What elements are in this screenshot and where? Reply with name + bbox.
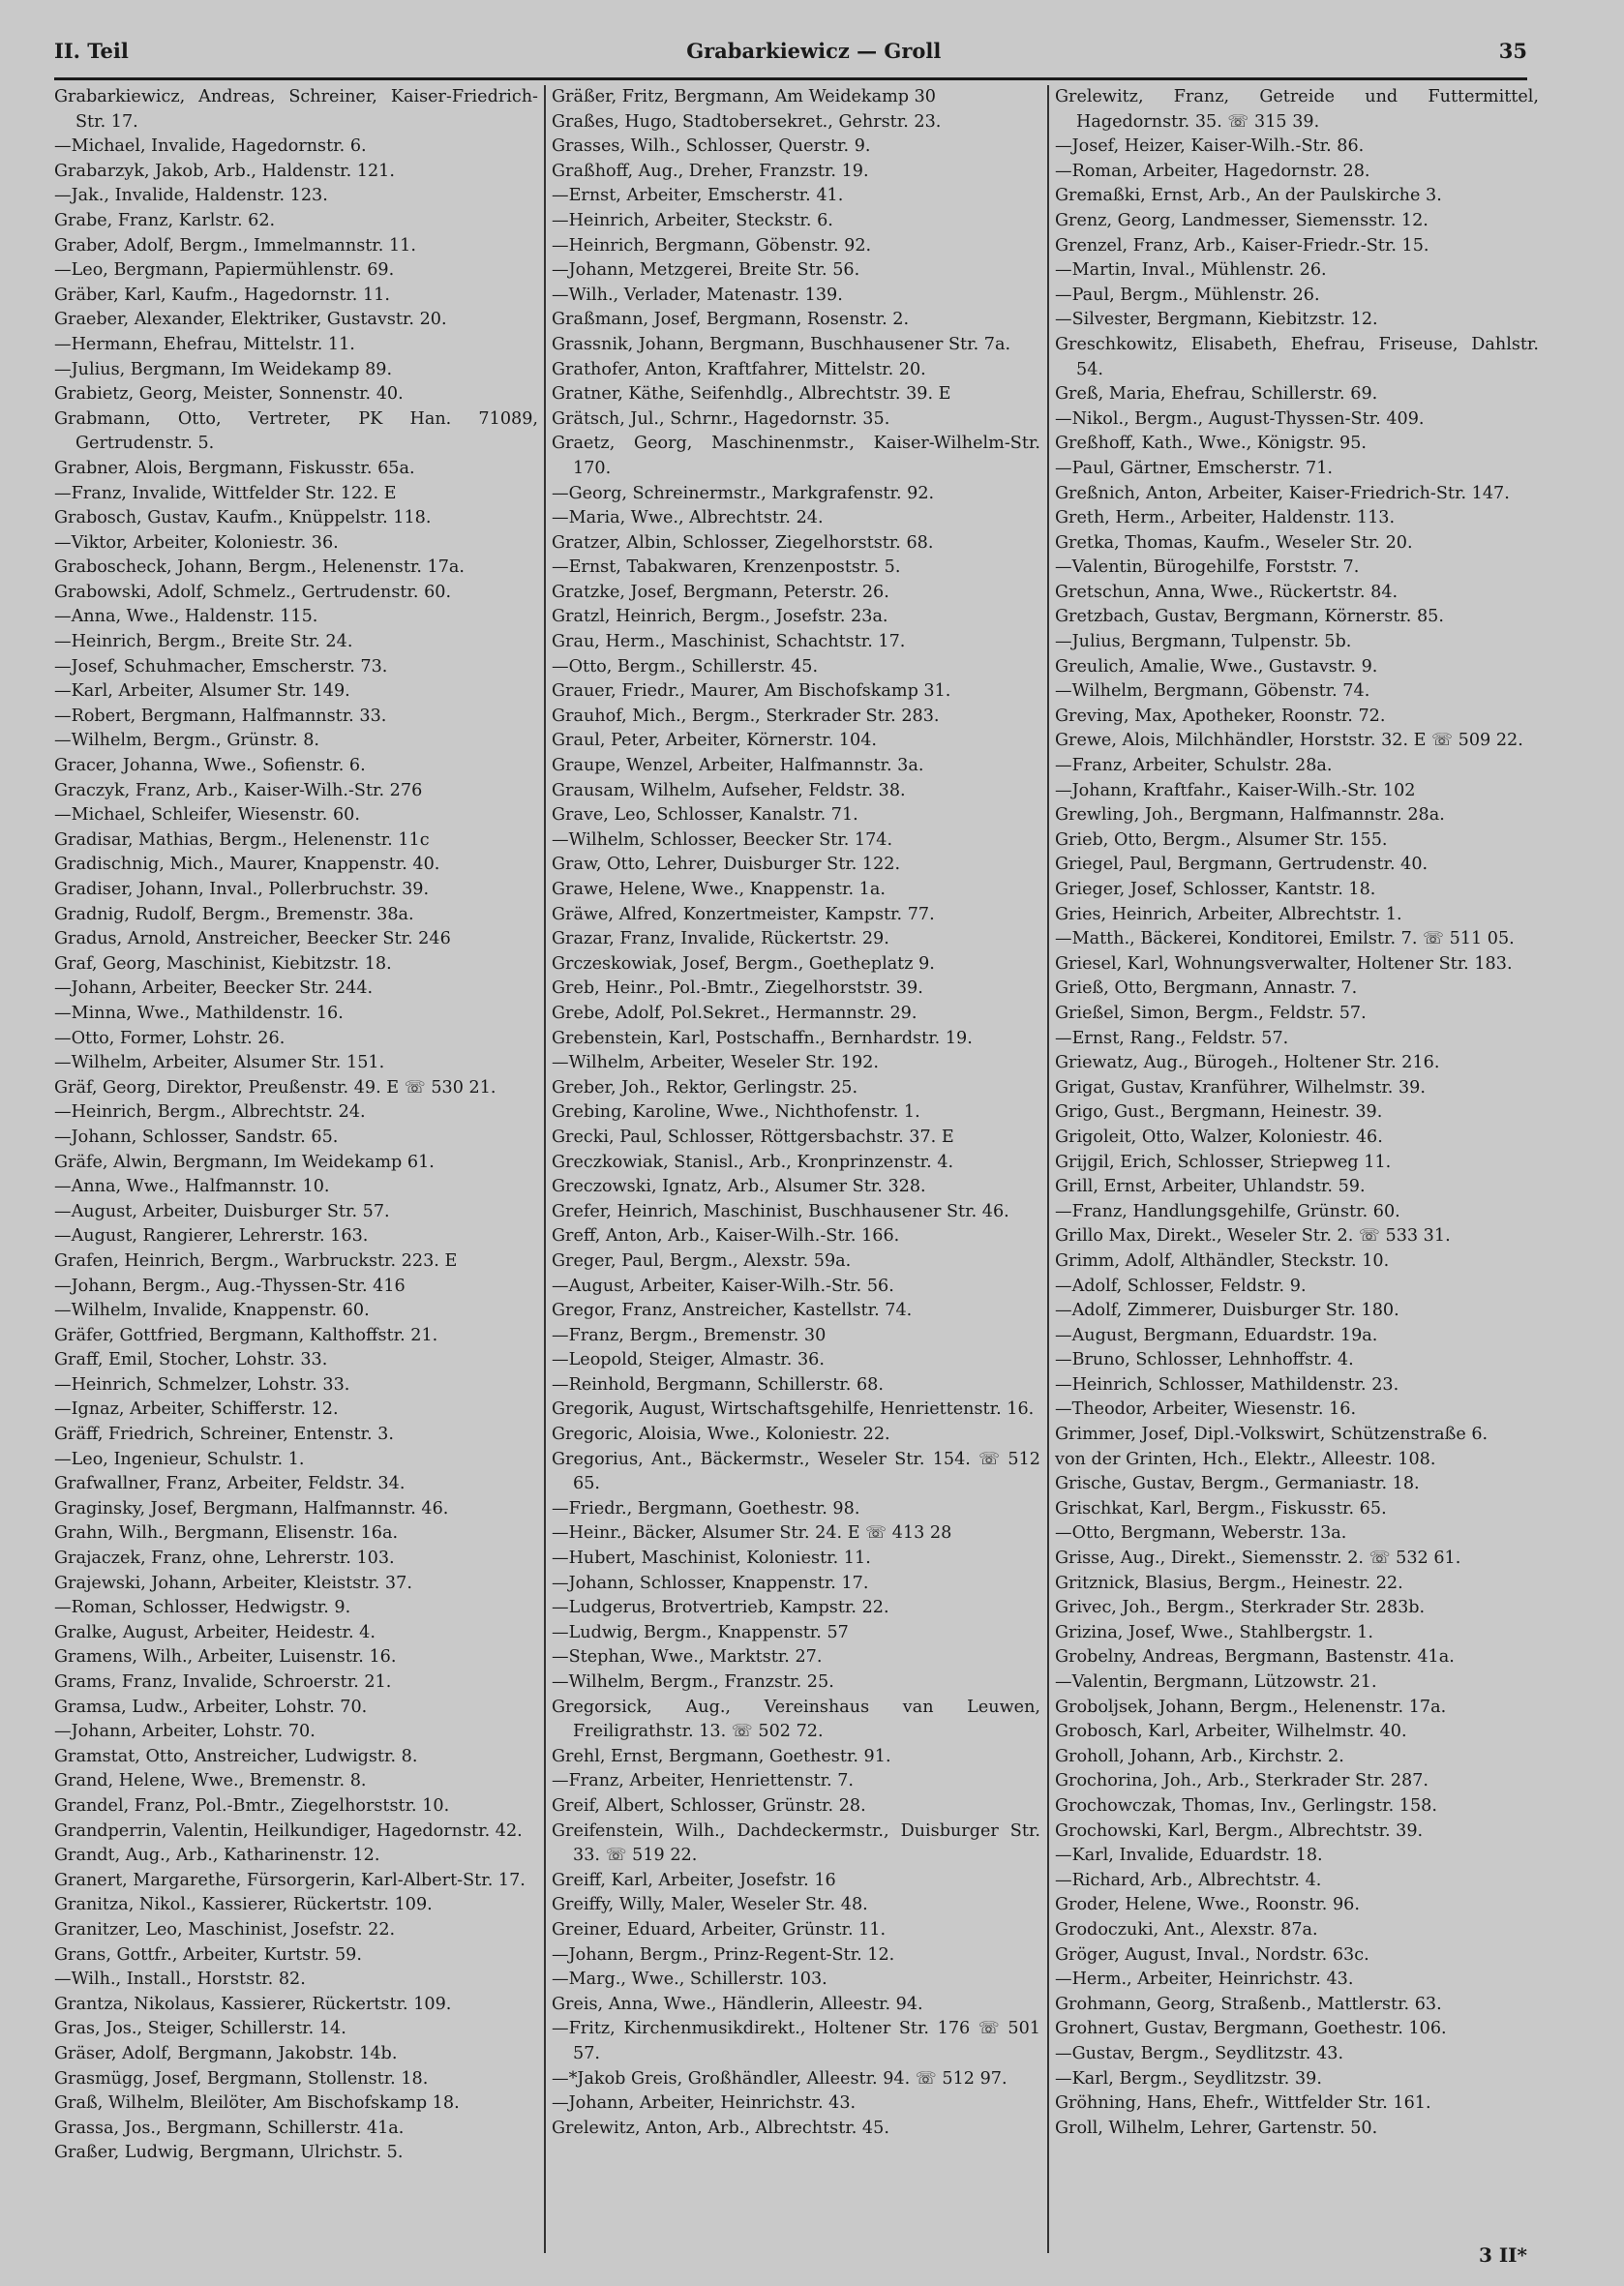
directory-entry: Gräwe, Alfred, Konzertmeister, Kampstr. 77.: [552, 904, 935, 924]
directory-entry: Grafen, Heinrich, Bergm., Warbruckstr. 223. E: [54, 1250, 458, 1271]
directory-entry: Grenzel, Franz, Arb., Kaiser-Friedr.-Str. 15.: [1055, 235, 1429, 256]
directory-entry: —Jak., Invalide, Haldenstr. 123.: [54, 186, 328, 206]
directory-entry: Greis, Anna, Wwe., Händlerin, Alleestr. 94.: [552, 1994, 923, 2014]
directory-entry: —Reinhold, Bergmann, Schillerstr. 68.: [552, 1374, 884, 1395]
directory-entry: —Fritz, Kirchenmusikdirekt., Holtener Str. 176 ☏ 501 57.: [552, 2019, 1040, 2063]
directory-entry: —Karl, Bergm., Seydlitzstr. 39.: [1055, 2068, 1322, 2089]
directory-entry: Gregorik, August, Wirtschaftsgehilfe, Henriettenstr. 16.: [552, 1399, 1035, 1420]
directory-entry: Grießel, Simon, Bergm., Feldstr. 57.: [1055, 1003, 1367, 1023]
directory-entry: —Johann, Bergm., Prinz-Regent-Str. 12.: [552, 1944, 895, 1965]
directory-entry: Griesel, Karl, Wohnungsverwalter, Holtener Str. 183.: [1055, 953, 1513, 974]
directory-entry: Grave, Leo, Schlosser, Kanalstr. 71.: [552, 805, 858, 826]
directory-entry: Greifenstein, Wilh., Dachdeckermstr., Duisburger Str. 33. ☏ 519 22.: [552, 1820, 1040, 1866]
directory-entry: —Johann, Kraftfahr., Kaiser-Wilh.-Str. 102: [1055, 780, 1416, 800]
directory-entry: Gratner, Käthe, Seifenhdlg., Albrechtstr. 39. E: [552, 384, 951, 405]
directory-entry: Gräser, Adolf, Bergmann, Jakobstr. 14b.: [54, 2043, 398, 2063]
directory-entry: —Josef, Heizer, Kaiser-Wilh.-Str. 86.: [1055, 136, 1365, 157]
directory-entry: —Friedr., Bergmann, Goethestr. 98.: [552, 1498, 860, 1519]
directory-entry: Grams, Franz, Invalide, Schroerstr. 21.: [54, 1672, 392, 1692]
directory-entry: Grandperrin, Valentin, Heilkundiger, Hagedornstr. 42.: [54, 1820, 523, 1841]
directory-entry: Gräfe, Alwin, Bergmann, Im Weidekamp 61.: [54, 1152, 435, 1172]
directory-entry: Gradisar, Mathias, Bergm., Helenenstr. 11c: [54, 829, 430, 850]
directory-entry: —Karl, Invalide, Eduardstr. 18.: [1055, 1846, 1323, 1866]
directory-entry: —Adolf, Schlosser, Feldstr. 9.: [1055, 1276, 1307, 1296]
directory-entry: Grobelny, Andreas, Bergmann, Bastenstr. 41a.: [1055, 1647, 1455, 1668]
directory-entry: Grajewski, Johann, Arbeiter, Kleiststr. 37.: [54, 1573, 412, 1593]
directory-entry: —Paul, Bergm., Mühlenstr. 26.: [1055, 285, 1320, 305]
directory-entry: Granitzer, Leo, Maschinist, Josefstr. 22.: [54, 1919, 396, 1940]
directory-entry: —Johann, Schlosser, Knappenstr. 17.: [552, 1573, 869, 1593]
directory-entry: —Wilh., Verlader, Matenastr. 139.: [552, 285, 843, 305]
directory-entry: Griewatz, Aug., Bürogeh., Holtener Str. 216.: [1055, 1053, 1440, 1073]
directory-entry: Grefer, Heinrich, Maschinist, Buschhausener Str. 46.: [552, 1201, 1009, 1221]
directory-entry: —Valentin, Bürogehilfe, Forststr. 7.: [1055, 557, 1360, 578]
directory-entry: Graul, Peter, Arbeiter, Körnerstr. 104.: [552, 731, 878, 751]
header-name-range: Grabarkiewicz — Groll: [686, 39, 942, 63]
directory-entry: —Franz, Arbeiter, Henriettenstr. 7.: [552, 1771, 855, 1791]
directory-entry: —Anna, Wwe., Halfmannstr. 10.: [54, 1177, 330, 1197]
directory-entry: —Josef, Schuhmacher, Emscherstr. 73.: [54, 656, 388, 677]
directory-entry: Grazar, Franz, Invalide, Rückertstr. 29.: [552, 929, 889, 949]
directory-entry: Grivec, Joh., Bergm., Sterkrader Str. 283b.: [1055, 1598, 1426, 1618]
directory-entry: —Julius, Bergmann, Tulpenstr. 5b.: [1055, 632, 1352, 652]
directory-entry: Groder, Helene, Wwe., Roonstr. 96.: [1055, 1895, 1360, 1915]
directory-entry: —Heinrich, Bergm., Albrechtstr. 24.: [54, 1102, 366, 1123]
directory-entry: Grenz, Georg, Landmesser, Siemensstr. 12.: [1055, 210, 1429, 230]
directory-entry: Graginsky, Josef, Bergmann, Halfmannstr. 46.: [54, 1498, 449, 1519]
directory-entry: —Franz, Invalide, Wittfelder Str. 122. E: [54, 483, 397, 503]
directory-entry: Grodoczuki, Ant., Alexstr. 87a.: [1055, 1919, 1318, 1940]
directory-entry: —Adolf, Zimmerer, Duisburger Str. 180.: [1055, 1301, 1399, 1321]
entries-column-3: [1055, 85, 1539, 2253]
directory-entry: —Leopold, Steiger, Almastr. 36.: [552, 1350, 825, 1370]
directory-entry: Grasmügg, Josef, Bergmann, Stollenstr. 18.: [54, 2068, 429, 2089]
directory-entry: Grieß, Otto, Bergmann, Annastr. 7.: [1055, 978, 1358, 999]
entries-column-2: [552, 85, 1040, 2253]
directory-entry: Greiff, Karl, Arbeiter, Josefstr. 16: [552, 1870, 836, 1890]
directory-entry: Gröhning, Hans, Ehefr., Wittfelder Str. 161.: [1055, 2093, 1431, 2114]
directory-entry: Gries, Heinrich, Arbeiter, Albrechtstr. 1.: [1055, 904, 1402, 924]
directory-entry: —Stephan, Wwe., Marktstr. 27.: [552, 1647, 823, 1668]
directory-entry: —Johann, Metzgerei, Breite Str. 56.: [552, 260, 860, 281]
directory-entry: —Franz, Bergm., Bremenstr. 30: [552, 1325, 827, 1345]
directory-entry: —Otto, Bergmann, Weberstr. 13a.: [1055, 1523, 1347, 1544]
directory-entry: Gracer, Johanna, Wwe., Sofienstr. 6.: [54, 756, 366, 776]
directory-entry: Gralke, August, Arbeiter, Heidestr. 4.: [54, 1622, 376, 1642]
page-number: 35: [1498, 39, 1527, 63]
directory-entry: Gräff, Friedrich, Schreiner, Entenstr. 3.: [54, 1425, 394, 1445]
directory-entry: Greving, Max, Apotheker, Roonstr. 72.: [1055, 706, 1386, 726]
directory-entry: Gras, Jos., Steiger, Schillerstr. 14.: [54, 2019, 346, 2039]
directory-entry: Grätsch, Jul., Schrnr., Hagedornstr. 35.: [552, 408, 890, 429]
directory-entry: Gretzbach, Gustav, Bergmann, Körnerstr. 85.: [1055, 607, 1444, 627]
directory-entry: Graetz, Georg, Maschinenmstr., Kaiser-Wilhelm-Str. 170.: [552, 434, 1040, 478]
directory-entry: —Wilhelm, Bergm., Grünstr. 8.: [54, 731, 320, 751]
directory-entry: —Paul, Gärtner, Emscherstr. 71.: [1055, 458, 1334, 478]
directory-entry: Grausam, Wilhelm, Aufseher, Feldstr. 38.: [552, 780, 906, 800]
directory-entry: Grabmann, Otto, Vertreter, PK Han. 71089, Gertrudenstr. 5.: [54, 408, 538, 454]
directory-entry: —Minna, Wwe., Mathildenstr. 16.: [54, 1003, 344, 1023]
directory-entry: —Franz, Handlungsgehilfe, Grünstr. 60.: [1055, 1201, 1400, 1221]
directory-entry: —Maria, Wwe., Albrechtstr. 24.: [552, 508, 824, 528]
directory-entry: Grathofer, Anton, Kraftfahrer, Mittelstr. 20.: [552, 359, 926, 379]
column-divider: [544, 85, 546, 2253]
directory-entry: —Anna, Wwe., Haldenstr. 115.: [54, 607, 318, 627]
directory-entry: —Julius, Bergmann, Im Weidekamp 89.: [54, 359, 393, 379]
directory-entry: Greulich, Amalie, Wwe., Gustavstr. 9.: [1055, 656, 1378, 677]
directory-entry: Grewe, Alois, Milchhändler, Horststr. 32. E ☏ 509 22.: [1055, 731, 1523, 751]
directory-entry: —Wilhelm, Arbeiter, Alsumer Str. 151.: [54, 1053, 385, 1073]
directory-entry: —Ludwig, Bergm., Knappenstr. 57: [552, 1622, 849, 1642]
directory-entry: —Georg, Schreinermstr., Markgrafenstr. 92.: [552, 483, 935, 503]
header-section: II. Teil: [54, 39, 129, 63]
directory-entry: Grabe, Franz, Karlstr. 62.: [54, 210, 276, 230]
directory-entry: —Franz, Arbeiter, Schulstr. 28a.: [1055, 756, 1333, 776]
directory-entry: Grand, Helene, Wwe., Bremenstr. 8.: [54, 1771, 367, 1791]
directory-entry: —Johann, Bergm., Aug.-Thyssen-Str. 416: [54, 1276, 406, 1296]
directory-entry: Gregorius, Ant., Bäckermstr., Weseler Str. 154. ☏ 512 65.: [552, 1449, 1040, 1494]
directory-entry: Grigat, Gustav, Kranführer, Wilhelmstr. 39.: [1055, 1077, 1426, 1098]
directory-entry: von der Grinten, Hch., Elektr., Alleestr. 108.: [1055, 1449, 1436, 1469]
directory-entry: Grabietz, Georg, Meister, Sonnenstr. 40.: [54, 384, 404, 405]
directory-entry: Grabosch, Gustav, Kaufm., Knüppelstr. 118.: [54, 508, 432, 528]
directory-entry: Grassa, Jos., Bergmann, Schillerstr. 41a.: [54, 2118, 405, 2138]
directory-entry: Grauhof, Mich., Bergm., Sterkrader Str. 283.: [552, 706, 940, 726]
directory-entry: —Matth., Bäckerei, Konditorei, Emilstr. 7. ☏ 511 05.: [1055, 929, 1515, 949]
directory-entry: —Roman, Schlosser, Hedwigstr. 9.: [54, 1598, 351, 1618]
directory-entry: —Hermann, Ehefrau, Mittelstr. 11.: [54, 334, 355, 354]
directory-entry: Gratzke, Josef, Bergmann, Peterstr. 26.: [552, 582, 889, 602]
header-rule: [54, 77, 1527, 80]
directory-entry: —Wilh., Install., Horststr. 82.: [54, 1970, 306, 1990]
directory-entry: Grau, Herm., Maschinist, Schachtstr. 17.: [552, 632, 906, 652]
directory-entry: Grillo Max, Direkt., Weseler Str. 2. ☏ 533 31.: [1055, 1226, 1451, 1247]
directory-entry: Graczyk, Franz, Arb., Kaiser-Wilh.-Str. 276: [54, 780, 423, 800]
directory-entry: Greschkowitz, Elisabeth, Ehefrau, Friseuse, Dahlstr. 54.: [1055, 334, 1539, 379]
directory-entry: Grohmann, Georg, Straßenb., Mattlerstr. 63.: [1055, 1994, 1442, 2014]
running-header: [54, 39, 1527, 74]
directory-entry: —Viktor, Arbeiter, Koloniestr. 36.: [54, 532, 339, 553]
directory-entry: —Heinrich, Schlosser, Mathildenstr. 23.: [1055, 1374, 1399, 1395]
directory-entry: —Roman, Arbeiter, Hagedornstr. 28.: [1055, 161, 1370, 181]
directory-entry: Grieger, Josef, Schlosser, Kantstr. 18.: [1055, 880, 1376, 899]
directory-entry: —Theodor, Arbeiter, Wiesenstr. 16.: [1055, 1399, 1357, 1420]
directory-entry: Grajaczek, Franz, ohne, Lehrerstr. 103.: [54, 1549, 395, 1569]
directory-entry: Grabarzyk, Jakob, Arb., Haldenstr. 121.: [54, 161, 395, 181]
directory-entry: Grawe, Helene, Wwe., Knappenstr. 1a.: [552, 880, 886, 899]
directory-entry: —Michael, Schleifer, Wiesenstr. 60.: [54, 805, 360, 826]
directory-entry: Grische, Gustav, Bergm., Germaniastr. 18.: [1055, 1474, 1420, 1494]
directory-entry: —Martin, Inval., Mühlenstr. 26.: [1055, 260, 1327, 281]
directory-entry: —Gustav, Bergm., Seydlitzstr. 43.: [1055, 2043, 1344, 2063]
directory-entry: Grizina, Josef, Wwe., Stahlbergstr. 1.: [1055, 1622, 1373, 1642]
directory-entry: Grisse, Aug., Direkt., Siemensstr. 2. ☏ 532 61.: [1055, 1549, 1461, 1569]
directory-entry: —*Jakob Greis, Großhändler, Alleestr. 94. ☏ 512 97.: [552, 2068, 1007, 2089]
directory-entry: Grebing, Karoline, Wwe., Nichthofenstr. 1.: [552, 1102, 920, 1123]
directory-entry: Greff, Anton, Arb., Kaiser-Wilh.-Str. 166.: [552, 1226, 900, 1247]
directory-entry: —Michael, Invalide, Hagedornstr. 6.: [54, 136, 367, 157]
directory-entry: Grabarkiewicz, Andreas, Schreiner, Kaiser-Friedrich-Str. 17.: [54, 87, 538, 132]
directory-entry: —Heinrich, Bergm., Breite Str. 24.: [54, 632, 353, 652]
directory-entry: Grochowski, Karl, Bergm., Albrechtstr. 39.: [1055, 1820, 1424, 1841]
directory-entry: Gradnig, Rudolf, Bergm., Bremenstr. 38a.: [54, 904, 414, 924]
directory-entry: Groboljsek, Johann, Bergm., Helenenstr. 17a.: [1055, 1697, 1447, 1717]
directory-entry: Grill, Ernst, Arbeiter, Uhlandstr. 59.: [1055, 1177, 1366, 1197]
directory-entry: Grelewitz, Anton, Arb., Albrechtstr. 45.: [552, 2118, 889, 2138]
directory-entry: Grasses, Wilh., Schlosser, Querstr. 9.: [552, 136, 871, 157]
directory-entry: Gritznick, Blasius, Bergm., Heinestr. 22.: [1055, 1573, 1403, 1593]
directory-entry: —August, Bergmann, Eduardstr. 19a.: [1055, 1325, 1378, 1345]
directory-entry: Grieb, Otto, Bergm., Alsumer Str. 155.: [1055, 829, 1388, 850]
directory-entry: Gradischnig, Mich., Maurer, Knappenstr. 40.: [54, 855, 440, 875]
directory-entry: Gräfer, Gottfried, Bergmann, Kalthoffstr. 21.: [54, 1325, 438, 1345]
directory-entry: —Ernst, Arbeiter, Emscherstr. 41.: [552, 186, 844, 206]
directory-entry: Grijgil, Erich, Schlosser, Striepweg 11.: [1055, 1152, 1392, 1172]
directory-entry: Grandt, Aug., Arb., Katharinenstr. 12.: [54, 1846, 380, 1866]
directory-entry: Groholl, Johann, Arb., Kirchstr. 2.: [1055, 1746, 1344, 1766]
entries-column-1: [54, 85, 538, 2253]
directory-entry: —Ludgerus, Brotvertrieb, Kampstr. 22.: [552, 1598, 889, 1618]
directory-entry: Greczkowiak, Stanisl., Arb., Kronprinzenstr. 4.: [552, 1152, 954, 1172]
directory-entry: —Leo, Bergmann, Papiermühlenstr. 69.: [54, 260, 395, 281]
directory-entry: —Johann, Arbeiter, Beecker Str. 244.: [54, 978, 374, 999]
directory-entry: Grewling, Joh., Bergmann, Halfmannstr. 28a.: [1055, 805, 1445, 826]
directory-entry: Grahn, Wilh., Bergmann, Elisenstr. 16a.: [54, 1523, 399, 1544]
directory-entry: Grigoleit, Otto, Walzer, Koloniestr. 46.: [1055, 1127, 1383, 1147]
directory-entry: —Marg., Wwe., Schillerstr. 103.: [552, 1970, 827, 1990]
directory-entry: —Otto, Bergm., Schillerstr. 45.: [552, 656, 819, 677]
directory-entry: Gräber, Karl, Kaufm., Hagedornstr. 11.: [54, 285, 390, 305]
directory-entry: Greßnich, Anton, Arbeiter, Kaiser-Friedrich-Str. 147.: [1055, 483, 1510, 503]
directory-entry: Grebe, Adolf, Pol.Sekret., Hermannstr. 29.: [552, 1003, 917, 1023]
directory-entry: Grandel, Franz, Pol.-Bmtr., Ziegelhorststr. 10.: [54, 1795, 450, 1816]
directory-entry: Grczeskowiak, Josef, Bergm., Goetheplatz 9.: [552, 953, 935, 974]
directory-entry: Greber, Joh., Rektor, Gerlingstr. 25.: [552, 1077, 858, 1098]
directory-entry: Greif, Albert, Schlosser, Grünstr. 28.: [552, 1795, 866, 1816]
directory-entry: Gramsa, Ludw., Arbeiter, Lohstr. 70.: [54, 1697, 368, 1717]
directory-entry: Grohnert, Gustav, Bergmann, Goethestr. 106.: [1055, 2019, 1447, 2039]
directory-entry: Groll, Wilhelm, Lehrer, Gartenstr. 50.: [1055, 2118, 1378, 2138]
directory-entry: —Otto, Former, Lohstr. 26.: [54, 1028, 286, 1048]
directory-entry: —Heinrich, Schmelzer, Lohstr. 33.: [54, 1374, 350, 1395]
directory-entry: Greiffy, Willy, Maler, Weseler Str. 48.: [552, 1895, 868, 1915]
directory-entry: Gramens, Wilh., Arbeiter, Luisenstr. 16.: [54, 1647, 397, 1668]
directory-entry: —Johann, Arbeiter, Lohstr. 70.: [54, 1722, 316, 1742]
directory-entry: —Heinrich, Arbeiter, Steckstr. 6.: [552, 210, 833, 230]
directory-entry: Gregorsick, Aug., Vereinshaus van Leuwen, Freiligrathstr. 13. ☏ 502 72.: [552, 1697, 1040, 1742]
directory-entry: Graßer, Ludwig, Bergmann, Ulrichstr. 5.: [54, 2143, 404, 2163]
directory-entry: —Ignaz, Arbeiter, Schifferstr. 12.: [54, 1399, 339, 1420]
directory-entry: —Wilhelm, Bergmann, Göbenstr. 74.: [1055, 681, 1370, 702]
directory-entry: Grebenstein, Karl, Postschaffn., Bernhardstr. 19.: [552, 1028, 973, 1048]
directory-entry: Graw, Otto, Lehrer, Duisburger Str. 122.: [552, 855, 901, 875]
directory-entry: Greßhoff, Kath., Wwe., Königstr. 95.: [1055, 434, 1367, 454]
directory-entry: Grischkat, Karl, Bergm., Fiskusstr. 65.: [1055, 1498, 1387, 1519]
directory-entry: —Leo, Ingenieur, Schulstr. 1.: [54, 1449, 305, 1469]
directory-entry: Grochowczak, Thomas, Inv., Gerlingstr. 158.: [1055, 1795, 1437, 1816]
directory-entry: —Wilhelm, Schlosser, Beecker Str. 174.: [552, 829, 893, 850]
directory-entry: —Nikol., Bergm., August-Thyssen-Str. 409.: [1055, 408, 1425, 429]
directory-entry: Grabowski, Adolf, Schmelz., Gertrudenstr. 60.: [54, 582, 452, 602]
directory-entry: Graßmann, Josef, Bergmann, Rosenstr. 2.: [552, 310, 910, 330]
column-divider: [1047, 85, 1049, 2253]
directory-entry: Gröger, August, Inval., Nordstr. 63c.: [1055, 1944, 1369, 1965]
directory-entry: —Wilhelm, Bergm., Franzstr. 25.: [552, 1672, 834, 1692]
directory-entry: —Johann, Schlosser, Sandstr. 65.: [54, 1127, 339, 1147]
directory-entry: Gretka, Thomas, Kaufm., Weseler Str. 20.: [1055, 532, 1413, 553]
directory-entry: —Karl, Arbeiter, Alsumer Str. 149.: [54, 681, 350, 702]
directory-entry: Grimmer, Josef, Dipl.-Volkswirt, Schützenstraße 6.: [1055, 1425, 1489, 1445]
directory-entry: Gremaßki, Ernst, Arb., An der Paulskirche 3.: [1055, 186, 1442, 206]
directory-entry: Greiner, Eduard, Arbeiter, Grünstr. 11.: [552, 1919, 887, 1940]
directory-entry: Grassnik, Johann, Bergmann, Buschhausener Str. 7a.: [552, 334, 1011, 354]
signature-mark: 3 II*: [1478, 2243, 1527, 2267]
directory-entry: —Valentin, Bergmann, Lützowstr. 21.: [1055, 1672, 1377, 1692]
directory-entry: Grantza, Nikolaus, Kassierer, Rückertstr. 109.: [54, 1994, 452, 2014]
directory-entry: Grehl, Ernst, Bergmann, Goethestr. 91.: [552, 1746, 891, 1766]
directory-entry: Greß, Maria, Ehefrau, Schillerstr. 69.: [1055, 384, 1378, 405]
directory-entry: —Hubert, Maschinist, Koloniestr. 11.: [552, 1549, 871, 1569]
directory-entry: Grochorina, Joh., Arb., Sterkrader Str. 287.: [1055, 1771, 1429, 1791]
directory-entry: Granert, Margarethe, Fürsorgerin, Karl-Albert-Str. 17.: [54, 1870, 526, 1890]
directory-entry: —Wilhelm, Invalide, Knappenstr. 60.: [54, 1301, 370, 1321]
directory-entry: —August, Rangierer, Lehrerstr. 163.: [54, 1226, 369, 1247]
directory-entry: —Heinr., Bäcker, Alsumer Str. 24. E ☏ 413 28: [552, 1523, 952, 1544]
directory-entry: —Ernst, Rang., Feldstr. 57.: [1055, 1028, 1289, 1048]
directory-entry: Greger, Paul, Bergm., Alexstr. 59a.: [552, 1250, 852, 1271]
directory-entry: —Bruno, Schlosser, Lehnhoffstr. 4.: [1055, 1350, 1354, 1370]
directory-entry: —Robert, Bergmann, Halfmannstr. 33.: [54, 706, 387, 726]
directory-entry: Grimm, Adolf, Althändler, Steckstr. 10.: [1055, 1250, 1390, 1271]
directory-entry: Gregoric, Aloisia, Wwe., Koloniestr. 22.: [552, 1425, 890, 1445]
directory-entry: Graupe, Wenzel, Arbeiter, Halfmannstr. 3a.: [552, 756, 924, 776]
directory-entry: —Johann, Arbeiter, Heinrichstr. 43.: [552, 2093, 857, 2114]
directory-entry: Gramstat, Otto, Anstreicher, Ludwigstr. 8.: [54, 1746, 418, 1766]
directory-entry: Graf, Georg, Maschinist, Kiebitzstr. 18.: [54, 953, 392, 974]
directory-entry: Gräf, Georg, Direktor, Preußenstr. 49. E ☏ 530 21.: [54, 1077, 496, 1098]
directory-entry: —Silvester, Bergmann, Kiebitzstr. 12.: [1055, 310, 1378, 330]
directory-entry: Granitza, Nikol., Kassierer, Rückertstr. 109.: [54, 1895, 433, 1915]
directory-entry: Grans, Gottfr., Arbeiter, Kurtstr. 59.: [54, 1944, 362, 1965]
directory-entry: Grafwallner, Franz, Arbeiter, Feldstr. 34.: [54, 1474, 406, 1494]
directory-entry: Gradiser, Johann, Inval., Pollerbruchstr. 39.: [54, 880, 430, 899]
directory-entry: Grabner, Alois, Bergmann, Fiskusstr. 65a.: [54, 458, 415, 478]
directory-entry: —Herm., Arbeiter, Heinrichstr. 43.: [1055, 1970, 1354, 1990]
directory-entry: Gretschun, Anna, Wwe., Rückertstr. 84.: [1055, 582, 1398, 602]
directory-entry: Gratzl, Heinrich, Bergm., Josefstr. 23a.: [552, 607, 888, 627]
directory-entry: Greth, Herm., Arbeiter, Haldenstr. 113.: [1055, 508, 1396, 528]
directory-entry: Gratzer, Albin, Schlosser, Ziegelhorststr. 68.: [552, 532, 934, 553]
directory-entry: —Wilhelm, Arbeiter, Weseler Str. 192.: [552, 1053, 879, 1073]
directory-entry: Graff, Emil, Stocher, Lohstr. 33.: [54, 1350, 328, 1370]
directory-entry: —Richard, Arb., Albrechtstr. 4.: [1055, 1870, 1322, 1890]
directory-entry: Grecki, Paul, Schlosser, Röttgersbachstr. 37. E: [552, 1127, 954, 1147]
directory-entry: Graß, Wilhelm, Bleilöter, Am Bischofskamp 18.: [54, 2093, 460, 2114]
directory-entry: Griegel, Paul, Bergmann, Gertrudenstr. 40.: [1055, 855, 1429, 875]
directory-entry: Gradus, Arnold, Anstreicher, Beecker Str. 246: [54, 929, 451, 949]
directory-entry: Graber, Adolf, Bergm., Immelmannstr. 11.: [54, 235, 416, 256]
directory-entry: —August, Arbeiter, Kaiser-Wilh.-Str. 56.: [552, 1276, 894, 1296]
directory-entry: —Ernst, Tabakwaren, Krenzenpoststr. 5.: [552, 557, 901, 578]
directory-entry: —August, Arbeiter, Duisburger Str. 57.: [54, 1201, 390, 1221]
directory-entry: —Heinrich, Bergmann, Göbenstr. 92.: [552, 235, 872, 256]
directory-entry: Grelewitz, Franz, Getreide und Futtermittel, Hagedornstr. 35. ☏ 315 39.: [1055, 87, 1539, 132]
directory-entry: Graboscheck, Johann, Bergm., Helenenstr. 17a.: [54, 557, 466, 578]
directory-entry: Gregor, Franz, Anstreicher, Kastellstr. 74.: [552, 1301, 913, 1321]
directory-entry: Greb, Heinr., Pol.-Bmtr., Ziegelhorststr. 39.: [552, 978, 923, 999]
directory-entry: Graßhoff, Aug., Dreher, Franzstr. 19.: [552, 161, 869, 181]
directory-entry: Greczowski, Ignatz, Arb., Alsumer Str. 328.: [552, 1177, 926, 1197]
directory-entry: Graeber, Alexander, Elektriker, Gustavstr. 20.: [54, 310, 447, 330]
directory-entry: Grigo, Gust., Bergmann, Heinestr. 39.: [1055, 1102, 1383, 1123]
directory-entry: Gräßer, Fritz, Bergmann, Am Weidekamp 30: [552, 87, 937, 106]
directory-entry: Grobosch, Karl, Arbeiter, Wilhelmstr. 40.: [1055, 1722, 1407, 1742]
directory-entry: Grauer, Friedr., Maurer, Am Bischofskamp 31.: [552, 681, 951, 702]
directory-entry: Graßes, Hugo, Stadtobersekret., Gehrstr. 23.: [552, 111, 942, 132]
